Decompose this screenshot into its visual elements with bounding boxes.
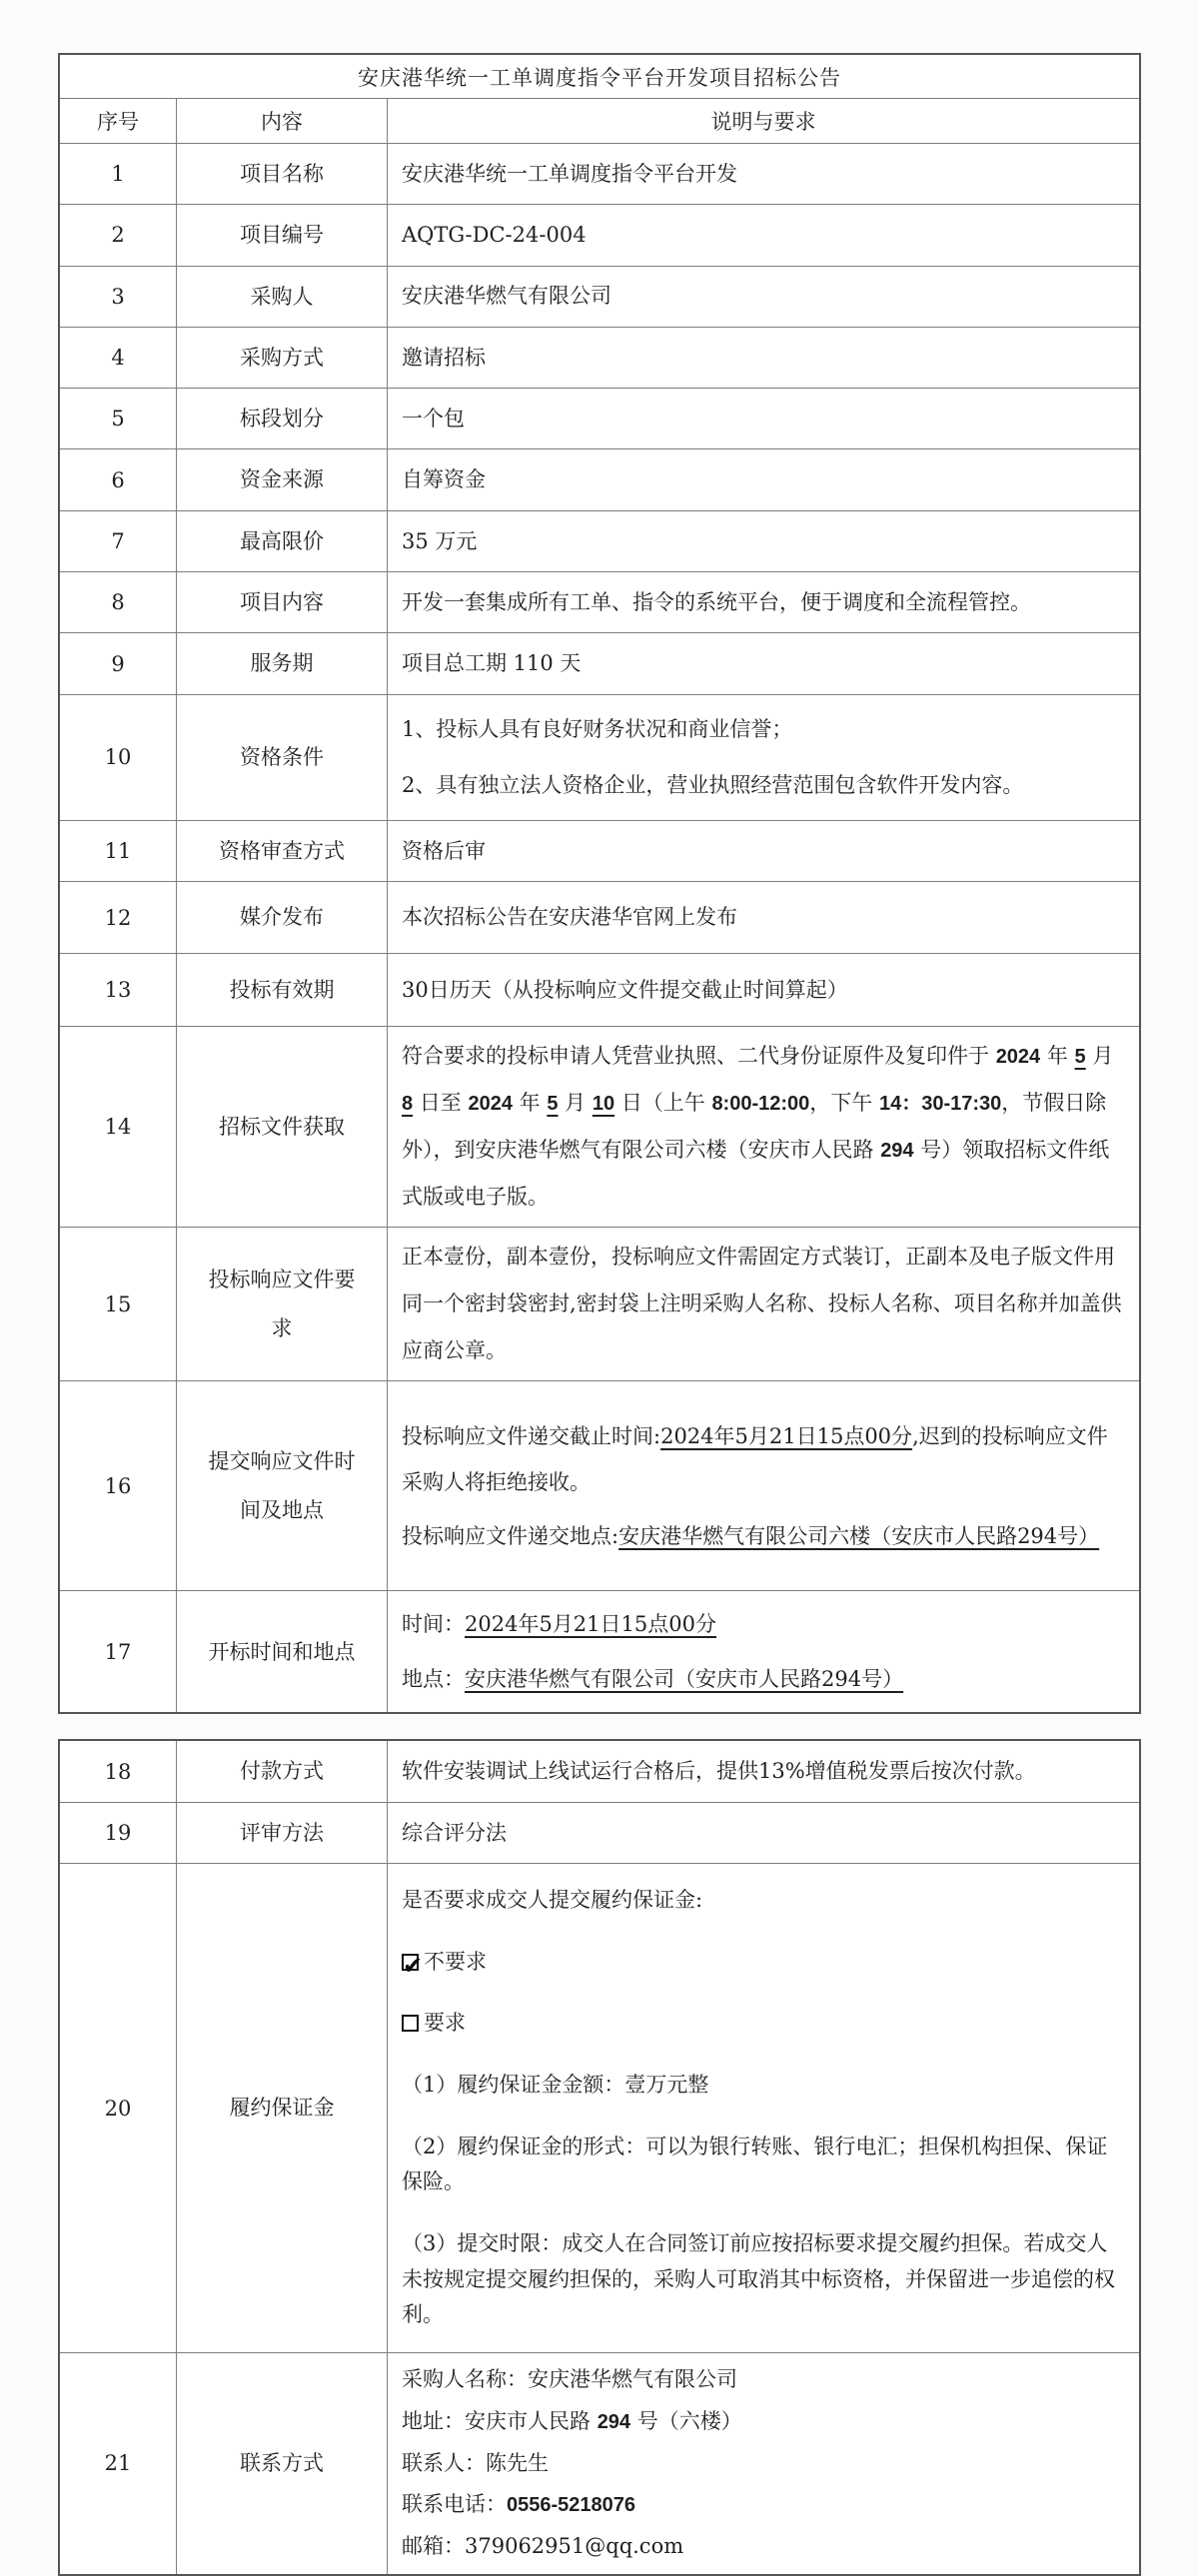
content-line [402,2362,1127,2398]
table-row [60,954,1139,1027]
row-number: 20 [60,1864,177,2352]
table-row [60,144,1139,205]
text-segment: AQTG-DC-24-004 [402,223,587,248]
row-number: 9 [60,633,177,693]
text-segment: ,迟到的投标响应文件采购人将拒绝接收。 [402,1423,1108,1494]
text-segment: 294 [597,2410,631,2433]
row-content [388,954,1139,1026]
row-label: 采购人 [177,267,388,327]
content-line [402,1234,1127,1374]
row-content [388,882,1139,953]
content-line [402,1755,1127,1788]
content-line [402,2006,1127,2042]
row-content [388,328,1139,388]
table-row [60,267,1139,328]
text-segment: 10 [592,1093,615,1116]
table-row [60,389,1139,449]
row-number: 2 [60,205,177,265]
content-line [402,525,1127,558]
content-line [402,974,1127,1007]
text-segment: 0556-5218076 [507,2494,636,2517]
document-page [58,0,1141,2576]
content-line [402,1817,1127,1850]
text-segment: 投标响应文件递交截止时间: [402,1423,661,1448]
content-line [402,2130,1127,2200]
content-line [402,280,1127,313]
table-row [60,2353,1139,2573]
page-title: 安庆港华统一工单调度指令平台开发项目招标公告 [60,55,1139,99]
row-label: 最高限价 [177,511,388,571]
text-segment: 安庆港华统一工单调度指令平台开发 [402,161,737,186]
content-line [402,1033,1127,1221]
row-label: 联系方式 [177,2353,388,2573]
text-segment: 月 [1085,1044,1114,1069]
content-line [402,1608,1127,1641]
row-number: 7 [60,511,177,571]
checkbox-empty-icon [402,2015,419,2032]
table-row [60,1027,1139,1228]
row-label: 评审方法 [177,1803,388,1863]
row-content [388,2353,1139,2573]
tender-table-main [58,53,1141,1714]
content-line [402,158,1127,191]
content-line [402,2226,1127,2333]
row-content [388,821,1139,881]
text-segment: （3）提交时限：成交人在合同签订前应按招标要求提交履约担保。若成交人未按规定提交履约担保的，采购人可取消其中标资格，并保留进一步追偿的权利。 [402,2231,1115,2327]
row-content [388,267,1139,327]
content-line [402,2446,1127,2482]
content-line [402,2068,1127,2104]
text-segment: 安庆港华燃气有限公司（安庆市人民路294号） [465,1666,904,1691]
content-line [402,463,1127,496]
row-label: 项目编号 [177,205,388,265]
content-line [402,403,1127,435]
table-row [60,633,1139,694]
row-content [388,572,1139,632]
text-segment: ，节假日除外），到安庆港华燃气有限公司六楼（安庆市人民路 [402,1091,1107,1163]
text-segment: 35 万元 [402,528,478,553]
text-segment: ，下午 [809,1091,879,1116]
row-content [388,1228,1139,1380]
row-number: 13 [60,954,177,1026]
text-segment: 号（六楼） [630,2408,742,2433]
text-segment: 本次招标公告在安庆港华官网上发布 [402,905,737,930]
content-line [402,219,1127,252]
row-label: 采购方式 [177,328,388,388]
row-content [388,1027,1139,1227]
row-content [388,1864,1139,2352]
row-number: 10 [60,695,177,820]
text-segment: 294 [880,1140,914,1163]
text-segment: 联系人：陈先生 [402,2450,549,2475]
row-label: 开标时间和地点 [177,1591,388,1712]
content-line [402,2404,1127,2440]
content-line [402,342,1127,375]
row-number: 21 [60,2353,177,2573]
content-line [402,835,1127,868]
table-row [60,572,1139,633]
table-body-main [60,144,1139,1712]
row-content [388,1741,1139,1801]
tender-table-continuation [58,1739,1141,2575]
content-line [402,1883,1127,1919]
text-segment: 符合要求的投标申请人凭营业执照、二代身份证原件及复印件于 [402,1044,996,1069]
row-label: 资格条件 [177,695,388,820]
text-segment: 2024 [468,1093,513,1116]
text-segment: 软件安装调试上线试运行合格后，提供13%增值税发票后按次付款。 [402,1759,1036,1784]
row-content [388,449,1139,509]
table-row [60,449,1139,510]
row-number: 17 [60,1591,177,1712]
row-label: 标段划分 [177,389,388,448]
row-label: 资格审查方式 [177,821,388,881]
table-row [60,821,1139,882]
row-label: 提交响应文件时间及地点 [177,1381,388,1590]
content-line [402,713,1127,746]
text-segment: 2024 [995,1046,1041,1069]
row-content [388,144,1139,204]
row-content [388,1803,1139,1863]
column-header-content: 内容 [177,99,388,143]
text-segment: 投标响应文件递交地点: [402,1523,619,1548]
row-label: 招标文件获取 [177,1027,388,1227]
content-line [402,647,1127,680]
table-row [60,882,1139,954]
text-segment: 资格后审 [402,838,486,863]
text-segment: 开发一套集成所有工单、指令的系统平台，便于调度和全流程管控。 [402,589,1031,614]
column-header-number: 序号 [60,99,177,143]
row-label: 履约保证金 [177,1864,388,2352]
row-content [388,1591,1139,1712]
row-number: 8 [60,572,177,632]
row-number: 12 [60,882,177,953]
table-row [60,1381,1139,1591]
text-segment: 月 [558,1091,593,1116]
row-number: 14 [60,1027,177,1227]
content-line [402,901,1127,934]
checkbox-checked-icon [402,1954,419,1971]
column-header-description: 说明与要求 [710,110,816,134]
row-number: 19 [60,1803,177,1863]
row-label: 投标响应文件要求 [177,1228,388,1380]
text-segment: 2、具有独立法人资格企业，营业执照经营范围包含软件开发内容。 [402,773,1024,798]
table-body-continuation [60,1741,1139,2573]
row-content [388,389,1139,448]
text-segment: （1）履约保证金金额：壹万元整 [402,2073,709,2098]
row-label: 媒介发布 [177,882,388,953]
text-segment: 号）领取招标文件纸式版或电子版。 [402,1138,1110,1210]
content-line [402,1413,1127,1505]
row-number: 5 [60,389,177,448]
row-number: 16 [60,1381,177,1590]
row-content [388,695,1139,820]
row-label: 项目内容 [177,572,388,632]
content-line [402,2529,1127,2565]
table-row [60,328,1139,389]
text-segment: 正本壹份，副本壹份，投标响应文件需固定方式装订，正副本及电子版文件用同一个密封袋密封,密封袋上注明采购人名称、投标人名称、项目名称并加盖供应商公章。 [402,1245,1122,1363]
row-number: 18 [60,1741,177,1801]
row-label: 付款方式 [177,1741,388,1801]
content-line [402,1663,1127,1696]
row-label: 服务期 [177,633,388,693]
text-segment: 30日历天（从投标响应文件提交截止时间算起） [402,977,848,1002]
row-content [388,1381,1139,1590]
text-segment: 地点： [402,1666,465,1691]
row-number: 6 [60,449,177,509]
text-segment: 邮箱：379062951@qq.com [402,2533,684,2558]
content-line [402,586,1127,619]
text-segment: 邀请招标 [402,345,486,370]
text-segment: 综合评分法 [402,1820,507,1845]
row-number: 11 [60,821,177,881]
content-line [402,1513,1127,1559]
text-segment: 年 [1040,1044,1075,1069]
text-segment: 日至 [413,1091,469,1116]
content-line [402,769,1127,802]
text-segment: 2024年5月21日15点00分 [660,1423,913,1448]
text-segment: 地址：安庆市人民路 [402,2408,598,2433]
text-segment: 安庆港华燃气有限公司六楼（安庆市人民路294号） [618,1523,1100,1548]
text-segment: 不要求 [424,1949,487,1974]
row-number: 1 [60,144,177,204]
table-header [60,99,1139,144]
text-segment: 一个包 [402,407,465,431]
row-label: 投标有效期 [177,954,388,1026]
text-segment: 时间： [402,1612,465,1637]
row-number: 4 [60,328,177,388]
row-label: 项目名称 [177,144,388,204]
text-segment: 联系电话： [402,2492,507,2517]
text-segment: 8 [402,1093,414,1116]
text-segment: 1、投标人具有良好财务状况和商业信誉； [402,716,793,741]
text-segment: 2024年5月21日15点00分 [465,1612,716,1637]
text-segment: 5 [1074,1046,1086,1069]
text-segment: 要求 [424,2011,466,2036]
table-row [60,1864,1139,2353]
content-line [402,2487,1127,2523]
text-segment: 安庆港华燃气有限公司 [402,284,611,309]
row-number: 3 [60,267,177,327]
table-row [60,205,1139,266]
text-segment: 日（上午 [614,1091,712,1116]
row-content [388,511,1139,571]
table-row [60,1591,1139,1712]
table-row [60,1741,1139,1802]
content-line [402,1945,1127,1981]
table-row [60,695,1139,821]
row-content [388,633,1139,693]
text-segment: 项目总工期 110 天 [402,651,582,676]
row-content [388,205,1139,265]
row-number: 15 [60,1228,177,1380]
text-segment: 5 [547,1093,559,1116]
text-segment: 采购人名称：安庆港华燃气有限公司 [402,2367,737,2392]
table-row [60,511,1139,572]
text-segment: 14：30-17:30 [878,1093,1002,1116]
table-row [60,1803,1139,1864]
text-segment: 自筹资金 [402,467,486,492]
table-row [60,1228,1139,1381]
text-segment: 是否要求成交人提交履约保证金: [402,1887,703,1912]
row-label: 资金来源 [177,449,388,509]
text-segment: 8:00-12:00 [711,1093,810,1116]
text-segment: （2）履约保证金的形式：可以为银行转账、银行电汇；担保机构担保、保证保险。 [402,2134,1108,2194]
text-segment: 年 [512,1091,548,1116]
